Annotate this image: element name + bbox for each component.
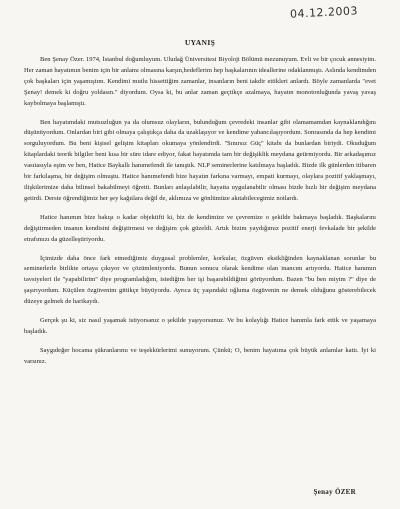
paragraph-search: Ben hayatımdaki mutsuzluğun ya da olumsuz olayların, bulunduğum çevredeki insanlar gibi olamamamdan kaynaklandığını düşünüyordum. Onlardan biri gibi olmaya çalıştıkça daha da uzaklaşıyor ve kendime yabancılaşıyordum. Sonrasında da hep kendimi sorguluyordum. Bu beni kişisel gelişim kitapları okumaya yönlendirdi. ''Sınırsız Güç'' kitabı da bunlardan biriydi. Okuduğum kitaplardaki teorik bilgiler beni kısa bir süre idare ediyor, fakat hayatımda tam bir değişiklik meydana getirmiyordu. Bir arkadaşımız vasıtasıyla eşim ve ben, Hatice Baykallı hanımefendi ile tanıştık. NLP seminerlerine katılmaya başladık. Bizde ilk günlerden itibaren bir farkılaşma, bir değişim olmuştu. Hatice hanımefendi bize hayatın farkına varmayı, empati kurmayı, olaylara pozitif yaklaşmayı, ilişkilerimize daha bilinsel bakabilmeyi öğretti. Bunları anlaşılabilir, hayatta uygulanabilir olması bizde hızlı bir değişim meydana getirdi. Derste öğrendiğimiz her şey kağıtlara değil de, aklımıza ve gönlümüze akıtabilecegimiz notlardı.: [24, 118, 376, 202]
letter-title: UYANIŞ: [184, 38, 216, 47]
handwritten-date: 04.12.2003: [289, 4, 359, 21]
paragraph-truth: Gerçek şu ki, siz nasıl yaşamak istiyorsanız o şekilde yaşıyorsunuz. Ve bu kolaylığı Hatice hanımla fark ettik ve yaşamaya başladık.: [24, 317, 376, 335]
paragraph-selfconfidence: İçimizde daha önce fark etmediğimiz duygusal problemler, korkular, özgüven eksikliğinden kaynaklanan sorunlar bu seminerlerle birlikte ortaya çıkıyor ve çözümleniyordu. Bunun sonucu olarak kendime olan inancım artıyordu. Hatice hanımın tavsiyeleri ile ''yapabilirim'' diye programladığım, istediğim her işi başarabildiğimi görüyordum. Bazen ''bu ben miyim ?'' diye de şaşırıyordum. Küçülen özgüvenim gittikçe büyüyordu. Ayrıca üç yaşındaki oğluma özgüvenin ne demek olduğunu gösterebilecek düzeye gelmek de harikaydı.: [24, 254, 376, 306]
paragraph-perspective: Hatice hanımın bize bakışı o kadar objektifti ki, biz de kendimize ve çevremize o şekilde bakmaya başladık. Başkalarını değiştirmeden insanın kendisini değiştirmesi ve değişim çok güzeldi. Artık bizim yaydığımız pozitif enerji fevkalade bir şekilde etrafımızı da güzelleştiriyordu.: [24, 213, 376, 243]
signature-name: Şenay ÖZER: [313, 488, 356, 496]
paragraph-intro: Ben Şenay Özer. 1974, İstanbul doğumluyum. Uludağ Üniversitesi Biyoloji Bölümü mezunuyum. Evli ve bir çocuk annesiyim. Her zaman hayatımın benim için bir anlamı olmasına karşın,hedeflerim hep başkalarının ideallerine odaklanmıştı. Aslında kendimden çok başkaları için yaşamıştım. Kendimi mutlu hissettiğim zamanlar, insanların beni takdir ettikleri anlardı. Böyle zamanlarda "evet Şenay! demek ki doğru yoldasın." diyordum. Oysa ki, bu anlar zaman geçtikçe azalmaya, hayatın monotonluğunda yavaş yavaş kaybolmaya başlamıştı.: [24, 56, 376, 107]
paragraph-thanks: Saygıdeğer hocama şükranlarımı ve teşekkürlerimi sunuyorum. Çünkü; O, benim hayatıma çok büyük anlamlar kattı. İyi ki varsınız.: [24, 346, 376, 365]
